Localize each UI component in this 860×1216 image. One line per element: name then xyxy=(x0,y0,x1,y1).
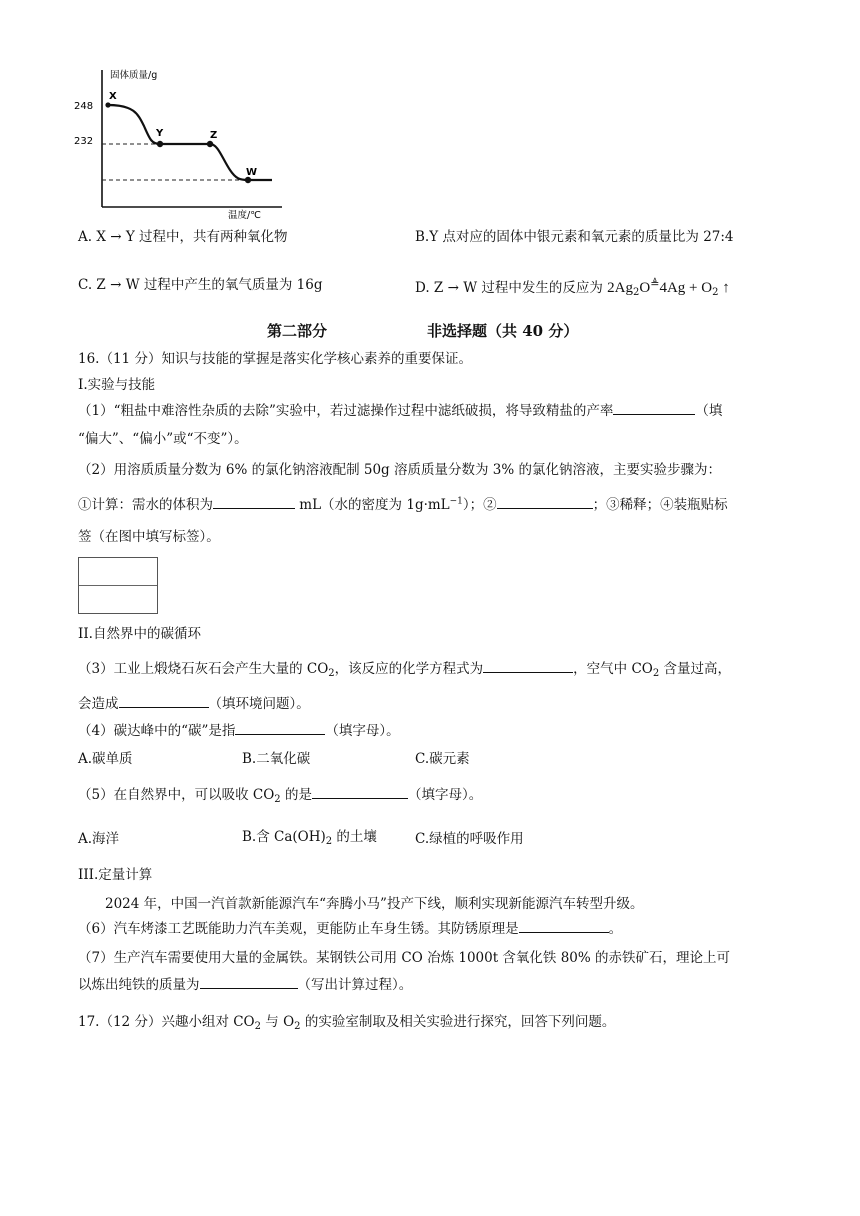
step-text: ；③稀释；④装瓶贴标 xyxy=(592,497,728,513)
option-b: B.Y 点对应的固体中银元素和氧元素的质量比为 27:4 xyxy=(415,229,734,245)
q16-intro: 2024 年，中国一汽首款新能源汽车“奔腾小马”投产下线，顺利实现新能源汽车转型升级。 xyxy=(105,896,644,912)
formula-subscript: 2 xyxy=(274,794,281,805)
answer-blank xyxy=(119,695,209,708)
point-label-z: Z xyxy=(210,130,218,141)
q16-part7-cont xyxy=(78,976,412,994)
q16-part4 xyxy=(78,722,400,740)
answer-blank xyxy=(312,786,408,799)
subsection-3: III.定量计算 xyxy=(78,867,153,883)
unit-superscript: −1 xyxy=(449,496,463,507)
option-a: A. X → Y 过程中，共有两种氧化物 xyxy=(78,229,288,245)
q16-part3-text: （3）工业上煅烧石灰石会产生大量的 CO xyxy=(78,661,329,677)
q17-text: 与 O xyxy=(261,1014,295,1030)
formula-subscript: 2 xyxy=(325,836,333,847)
q16-part4-option-a: A.碳单质 xyxy=(78,751,133,767)
q16-part5-option-b xyxy=(242,828,377,846)
q16-part3-text: ，空气中 CO xyxy=(573,661,653,677)
q16-part1-text: （1）“粗盐中难溶性杂质的去除”实验中，若过滤操作过程中滤纸破损，将导致精盐的产率 xyxy=(78,403,614,419)
q16-part7-text: （写出计算过程）。 xyxy=(297,977,413,993)
q16-part1-cont: “偏大”、“偏小”或“不变”）。 xyxy=(78,431,248,447)
q16-part4-text: （4）碳达峰中的“碳”是指 xyxy=(78,723,236,739)
q17-stem xyxy=(78,1013,615,1031)
equation-subscript: 2 xyxy=(633,287,640,298)
answer-blank xyxy=(497,496,593,509)
q16-part5-text: （填字母）。 xyxy=(407,787,483,803)
point-x xyxy=(105,102,110,107)
formula-subscript: 2 xyxy=(652,668,660,679)
y-tick-label: 248 xyxy=(74,101,94,112)
step-text: ①计算：需水的体积为 xyxy=(78,497,213,513)
q16-part3 xyxy=(78,660,731,678)
section-part: 第二部分 xyxy=(267,322,328,340)
q17-text: 17.（12 分）兴趣小组对 CO xyxy=(78,1014,255,1030)
q16-part4-text: （填字母）。 xyxy=(325,723,400,739)
point-label-x: X xyxy=(109,91,117,102)
answer-blank xyxy=(200,976,298,989)
option-d-text: D. Z → W 过程中发生的反应为 xyxy=(415,280,608,296)
q16-part5-text: （5）在自然界中，可以吸收 CO xyxy=(78,787,275,803)
q16-part2-steps xyxy=(78,496,728,514)
equation-part: 2Ag xyxy=(607,280,634,296)
bottle-label-box[interactable] xyxy=(78,557,158,614)
q16-part6-text: 。 xyxy=(608,921,623,937)
q16-part5-text: 的是 xyxy=(280,787,312,803)
equation-part: O xyxy=(639,280,651,296)
answer-blank xyxy=(483,660,573,673)
q16-part3-cont xyxy=(78,695,310,713)
option-text: 的土壤 xyxy=(332,829,377,845)
answer-blank xyxy=(519,920,609,933)
step-text: mL（水的密度为 1g·mL xyxy=(295,497,450,513)
q16-part5 xyxy=(78,786,482,804)
point-y xyxy=(157,141,163,147)
point-label-y: Y xyxy=(156,128,164,139)
q16-part2: （2）用溶质质量分数为 6% 的氯化钠溶液配制 50g 溶质质量分数为 3% 的氯化钠溶液，主要实验步骤为： xyxy=(78,462,721,478)
section-title: 非选择题（共 40 分） xyxy=(427,322,579,340)
q16-part6-text: （6）汽车烤漆工艺既能助力汽车美观，更能防止车身生锈。其防锈原理是 xyxy=(78,921,519,937)
gas-arrow: ↑ xyxy=(718,280,730,296)
y-tick-label: 232 xyxy=(74,136,94,147)
option-text: B.含 Ca(OH) xyxy=(242,829,326,845)
point-z xyxy=(207,141,213,147)
q16-stem: 16.（11 分）知识与技能的掌握是落实化学核心素养的重要保证。 xyxy=(78,351,472,367)
equation-subscript: 2 xyxy=(712,287,719,298)
option-c: C. Z → W 过程中产生的氧气质量为 16g xyxy=(78,277,323,293)
q16-part3-text: （填环境问题）。 xyxy=(208,696,310,712)
answer-blank xyxy=(613,402,695,415)
q16-part2-cont: 签（在图中填写标签）。 xyxy=(78,529,220,545)
heating-condition-symbol: ≜ xyxy=(650,278,660,290)
q16-part4-option-c: C.碳元素 xyxy=(415,751,470,767)
q16-part4-option-b: B.二氧化碳 xyxy=(242,751,311,767)
label-divider xyxy=(79,585,157,586)
mass-temperature-chart xyxy=(72,62,292,222)
equation-part: 4Ag + O xyxy=(659,280,713,296)
subsection-2: II.自然界中的碳循环 xyxy=(78,626,201,642)
q16-part1 xyxy=(78,402,722,420)
answer-blank xyxy=(213,496,295,509)
q16-part7: （7）生产汽车需要使用大量的金属铁。某钢铁公司用 CO 冶炼 1000t 含氧化铁 80% 的赤铁矿石，理论上可 xyxy=(78,950,731,966)
q16-part5-option-a: A.海洋 xyxy=(78,831,120,847)
step-text: ）；② xyxy=(462,497,497,513)
formula-subscript: 2 xyxy=(254,1021,262,1032)
q16-part3-text: 含量过高， xyxy=(659,661,732,677)
y-axis-label: 固体质量/g xyxy=(110,70,158,81)
q17-text: 的实验室制取及相关实验进行探究，回答下列问题。 xyxy=(300,1014,616,1030)
q16-part7-text: 以炼出纯铁的质量为 xyxy=(78,977,200,993)
point-label-w: W xyxy=(246,167,258,178)
formula-subscript: 2 xyxy=(328,668,335,679)
option-d xyxy=(415,275,730,297)
q16-part1-tail: （填 xyxy=(695,403,723,419)
formula-subscript: 2 xyxy=(294,1021,301,1032)
q16-part6 xyxy=(78,920,622,938)
q16-part3-text: 会造成 xyxy=(78,696,119,712)
subsection-1: I.实验与技能 xyxy=(78,377,156,393)
q16-part5-option-c: C.绿植的呼吸作用 xyxy=(415,831,524,847)
q16-part3-text: ，该反应的化学方程式为 xyxy=(334,661,484,677)
x-axis-label: 温度/℃ xyxy=(228,210,261,221)
answer-blank xyxy=(235,722,325,735)
